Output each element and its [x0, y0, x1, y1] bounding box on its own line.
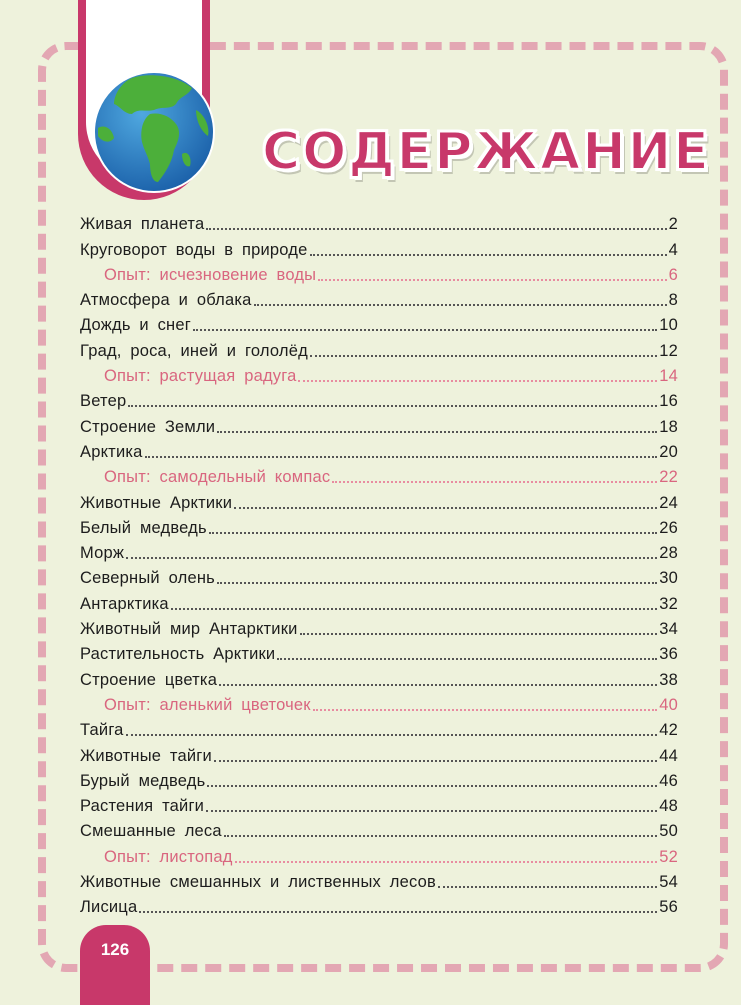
toc-entry-title: Лисица: [80, 898, 138, 917]
dot-leader: [300, 633, 658, 635]
toc-entry-page: 48: [659, 797, 678, 816]
dot-leader: [139, 911, 657, 913]
toc-entry-page: 54: [659, 873, 678, 892]
toc-entry-page: 2: [668, 215, 678, 234]
toc-entry: [80, 386, 678, 411]
toc-entry-page: 18: [659, 417, 678, 436]
toc-entry-title: Животный мир Антарктики: [80, 620, 298, 639]
toc-entry-page: 52: [659, 847, 678, 866]
dot-leader: [217, 431, 657, 433]
toc-entry-title: Атмосфера и облака: [80, 291, 252, 310]
toc-entry-page: 6: [668, 265, 678, 284]
toc-entry-title: Круговорот воды в природе: [80, 240, 308, 259]
toc-entry-title: Антарктика: [80, 594, 169, 613]
toc-entry-page: 38: [659, 670, 678, 689]
dot-leader: [128, 405, 657, 407]
toc-entry-title: Дождь и снег: [80, 316, 191, 335]
toc-entry: [80, 209, 678, 234]
toc-entry: [80, 234, 678, 259]
toc-entry-title: Строение Земли: [80, 417, 216, 436]
toc-entry-page: 24: [659, 493, 678, 512]
dot-leader: [277, 658, 657, 660]
toc-entry-page: 20: [659, 442, 678, 461]
toc-entry-experiment: [80, 841, 678, 866]
toc-entry-page: 8: [668, 291, 678, 310]
dot-leader: [206, 810, 657, 812]
toc-entry-title: Опыт: исчезновение воды: [104, 265, 317, 284]
toc-entry-title: Растения тайги: [80, 797, 205, 816]
toc-entry: [80, 487, 678, 512]
toc-entry-page: 36: [659, 645, 678, 664]
toc-entry-title: Морж: [80, 544, 125, 563]
toc-entry-page: 42: [659, 721, 678, 740]
toc-entry: [80, 715, 678, 740]
dot-leader: [224, 835, 658, 837]
toc-entry-title: Животные Арктики: [80, 493, 233, 512]
toc-entry-title: Опыт: самодельный компас: [104, 468, 331, 487]
dot-leader: [217, 582, 657, 584]
toc-entry-page: 44: [659, 746, 678, 765]
toc-entry: [80, 816, 678, 841]
toc-entry-title: Животные тайги: [80, 746, 212, 765]
toc-entry-title: Белый медведь: [80, 518, 207, 537]
toc-entry-title: Растительность Арктики: [80, 645, 276, 664]
toc-entry: [80, 791, 678, 816]
globe-icon: [92, 70, 216, 194]
toc-entry: [80, 538, 678, 563]
toc-entry-title: Арктика: [80, 442, 143, 461]
toc-entry-page: 12: [659, 341, 678, 360]
dot-leader: [235, 861, 658, 863]
toc-entry: [80, 513, 678, 538]
toc-entry-page: 40: [659, 695, 678, 714]
dot-leader: [318, 279, 666, 281]
toc-entry-experiment: [80, 361, 678, 386]
dot-leader: [438, 886, 657, 888]
toc-entry: [80, 664, 678, 689]
toc-entry: [80, 437, 678, 462]
dot-leader: [254, 304, 667, 306]
page-title: СОДЕРЖАНИЕ: [262, 122, 711, 182]
toc-entry-title: Ветер: [80, 392, 127, 411]
toc-entry-experiment: [80, 690, 678, 715]
toc-entry: [80, 740, 678, 765]
toc-entry-page: 14: [659, 367, 678, 386]
toc-entry-title: Живая планета: [80, 215, 205, 234]
toc-entry-page: 22: [659, 468, 678, 487]
toc-entry-page: 26: [659, 518, 678, 537]
toc-entry-page: 28: [659, 544, 678, 563]
toc-entry: [80, 285, 678, 310]
toc-entry: [80, 614, 678, 639]
table-of-contents: [80, 209, 678, 917]
toc-entry: [80, 411, 678, 436]
toc-entry: [80, 335, 678, 360]
toc-entry-page: 34: [659, 620, 678, 639]
toc-entry-title: Смешанные леса: [80, 822, 222, 841]
toc-entry-page: 56: [659, 898, 678, 917]
toc-entry-title: Бурый медведь: [80, 771, 206, 790]
dot-leader: [234, 507, 657, 509]
dot-leader: [145, 456, 658, 458]
dot-leader: [193, 329, 657, 331]
dot-leader: [332, 481, 657, 483]
toc-entry-title: Опыт: листопад: [104, 847, 233, 866]
toc-entry-page: 50: [659, 822, 678, 841]
toc-entry-title: Тайга: [80, 721, 124, 740]
page-number: 126: [100, 940, 130, 959]
toc-entry-experiment: [80, 462, 678, 487]
dot-leader: [310, 355, 657, 357]
toc-entry-page: 32: [659, 594, 678, 613]
toc-entry: [80, 563, 678, 588]
toc-entry-title: Град, роса, иней и гололёд: [80, 341, 308, 360]
toc-entry-page: 10: [659, 316, 678, 335]
dot-leader: [310, 254, 667, 256]
dot-leader: [219, 684, 657, 686]
toc-entry-page: 4: [668, 240, 678, 259]
toc-entry-page: 16: [659, 392, 678, 411]
page-number-tab: [80, 925, 150, 1005]
toc-entry: [80, 867, 678, 892]
toc-entry: [80, 892, 678, 917]
dot-leader: [207, 785, 657, 787]
toc-entry-title: Строение цветка: [80, 670, 218, 689]
toc-entry-page: 46: [659, 771, 678, 790]
toc-entry-title: Северный олень: [80, 569, 215, 588]
toc-entry: [80, 639, 678, 664]
toc-entry-experiment: [80, 260, 678, 285]
toc-entry: [80, 588, 678, 613]
dot-leader: [298, 380, 657, 382]
dot-leader: [126, 557, 657, 559]
dot-leader: [171, 608, 657, 610]
toc-entry-page: 30: [659, 569, 678, 588]
toc-entry: [80, 766, 678, 791]
toc-entry-title: Животные смешанных и лиственных лесов: [80, 873, 436, 892]
toc-entry: [80, 310, 678, 335]
dot-leader: [214, 760, 657, 762]
dot-leader: [206, 228, 666, 230]
toc-entry-title: Опыт: аленький цветочек: [104, 695, 311, 714]
toc-entry-title: Опыт: растущая радуга: [104, 367, 297, 386]
dot-leader: [313, 709, 658, 711]
dot-leader: [209, 532, 657, 534]
dot-leader: [126, 734, 658, 736]
